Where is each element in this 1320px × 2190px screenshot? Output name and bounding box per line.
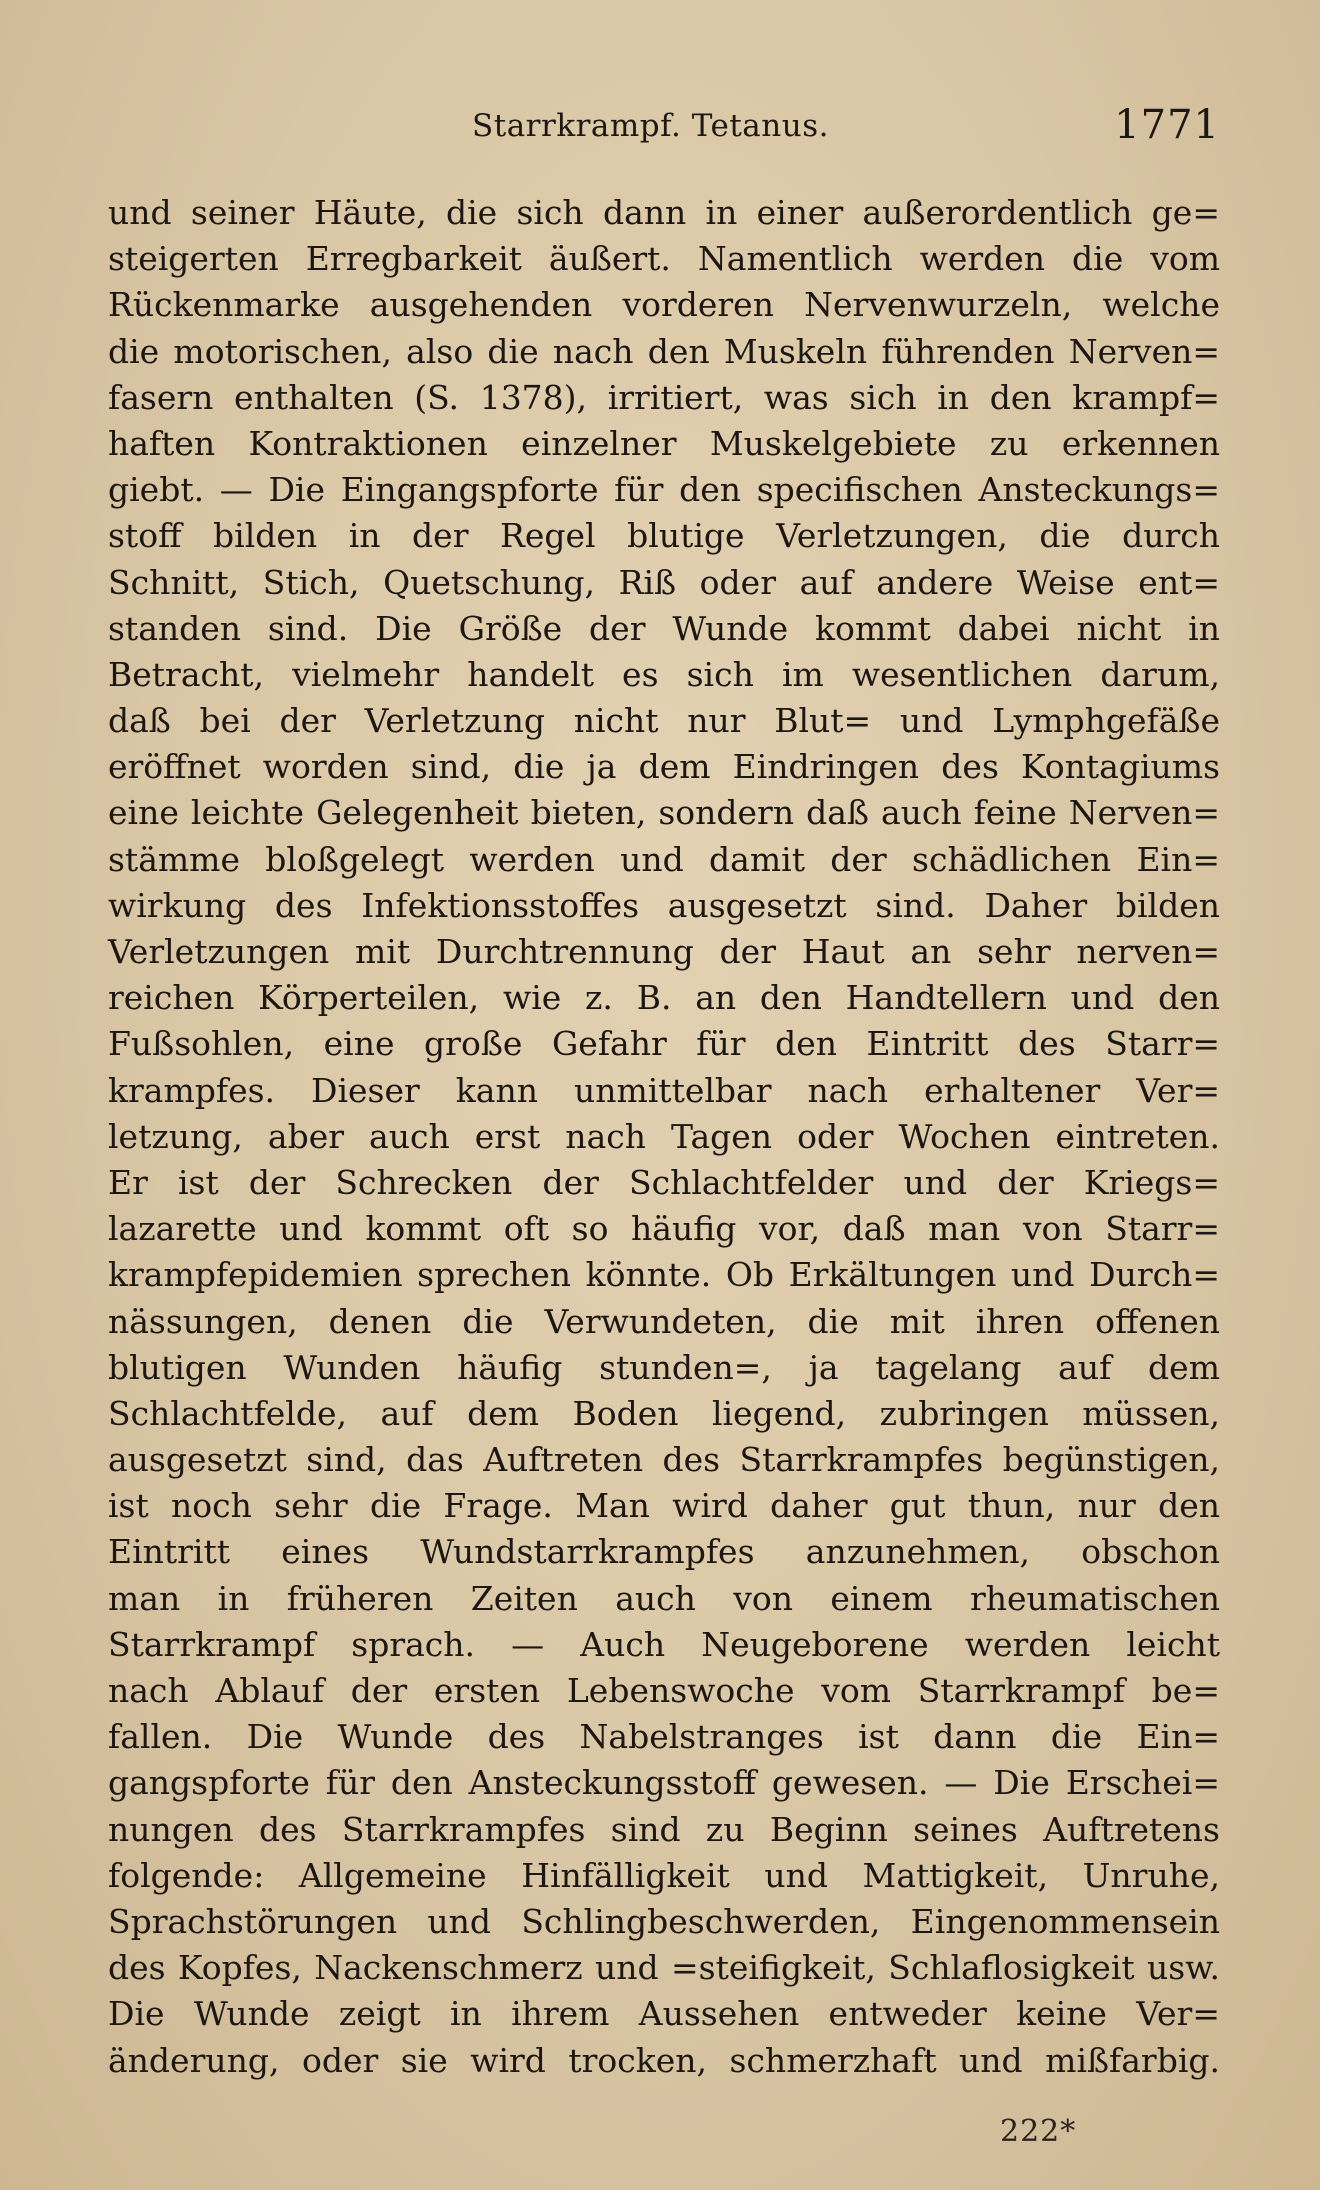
- text-line: Verletzungen mit Durchtrennung der Haut an sehr nerven=: [108, 932, 1220, 971]
- text-line: giebt. — Die Eingangspforte für den specifischen Ansteckungs=: [108, 470, 1220, 510]
- text-line: standen sind. Die Größe der Wunde kommt dabei nicht in: [108, 608, 1220, 648]
- text-line: Rückenmarke ausgehenden vorderen Nervenwurzeln, welche: [108, 285, 1220, 325]
- text-line: Sprachstörungen und Schlingbeschwerden, Eingenommensein: [108, 1901, 1220, 1941]
- text-line: Schlachtfelde, auf dem Boden liegend, zubringen müssen,: [108, 1393, 1220, 1433]
- text-line: man in früheren Zeiten auch von einem rheumatischen: [108, 1578, 1220, 1618]
- text-line: Schnitt, Stich, Quetschung, Riß oder auf andere Weise ent=: [108, 562, 1220, 602]
- text-line: fasern enthalten (S. 1378), irritiert, was sich in den krampf=: [108, 377, 1220, 417]
- text-line: eine leichte Gelegenheit bieten, sondern daß auch feine Nerven=: [108, 793, 1220, 833]
- text-line: nungen des Starrkrampfes sind zu Beginn seines Auftretens: [108, 1809, 1220, 1849]
- page-number: 1771: [1114, 102, 1220, 148]
- text-line: nässungen, denen die Verwundeten, die mit ihren offenen: [108, 1301, 1220, 1341]
- running-title: Starrkrampf. Tetanus.: [472, 108, 829, 144]
- text-line: Betracht, vielmehr handelt es sich im wesentlichen darum,: [108, 654, 1220, 694]
- text-line: ausgesetzt sind, das Auftreten des Starrkrampfes begünstigen,: [108, 1440, 1220, 1480]
- text-line: Eintritt eines Wundstarrkrampfes anzunehmen, obschon: [108, 1532, 1220, 1572]
- text-line: folgende: Allgemeine Hinfälligkeit und Mattigkeit, Unruhe,: [108, 1855, 1220, 1895]
- text-line: des Kopfes, Nackenschmerz und =steifigkeit, Schlaflosigkeit usw.: [108, 1948, 1220, 1988]
- text-line: stämme bloßgelegt werden und damit der schädlichen Ein=: [108, 839, 1220, 879]
- text-line: reichen Körperteilen, wie z. B. an den Handtellern und den: [108, 978, 1220, 1018]
- text-line: die motorischen, also die nach den Muskeln führenden Nerven=: [108, 331, 1220, 371]
- text-line: krampfepidemien sprechen könnte. Ob Erkältungen und Durch=: [108, 1255, 1220, 1295]
- body-text: [108, 190, 1220, 2084]
- text-line: eröffnet worden sind, die ja dem Eindringen des Kontagiums: [108, 747, 1220, 787]
- text-line: nach Ablauf der ersten Lebenswoche vom Starrkrampf be=: [108, 1671, 1220, 1710]
- text-line: letzung, aber auch erst nach Tagen oder Wochen eintreten.: [108, 1116, 1220, 1156]
- text-line: steigerten Erregbarkeit äußert. Namentlich werden die vom: [108, 239, 1220, 279]
- text-line: ist noch sehr die Frage. Man wird daher gut thun, nur den: [108, 1486, 1220, 1526]
- text-line: Fußsohlen, eine große Gefahr für den Eintritt des Starr=: [108, 1024, 1220, 1064]
- text-line: Er ist der Schrecken der Schlachtfelder und der Kriegs=: [108, 1162, 1220, 1202]
- printer-signature: 222*: [1000, 2114, 1077, 2149]
- text-line: daß bei der Verletzung nicht nur Blut= und Lymphgefäße: [108, 701, 1220, 741]
- running-header: [0, 102, 1320, 152]
- text-line: gangspforte für den Ansteckungsstoff gewesen. — Die Erschei=: [108, 1763, 1220, 1803]
- text-line: und seiner Häute, die sich dann in einer außerordentlich ge=: [108, 193, 1220, 232]
- text-line: Die Wunde zeigt in ihrem Aussehen entweder keine Ver=: [108, 1994, 1220, 2034]
- text-line: haften Kontraktionen einzelner Muskelgebiete zu erkennen: [108, 423, 1220, 463]
- text-line: blutigen Wunden häufig stunden=, ja tagelang auf dem: [108, 1347, 1220, 1387]
- text-line: Starrkrampf sprach. — Auch Neugeborene werden leicht: [108, 1624, 1220, 1664]
- text-line: lazarette und kommt oft so häufig vor, daß man von Starr=: [108, 1209, 1220, 1249]
- text-line: krampfes. Dieser kann unmittelbar nach erhaltener Ver=: [108, 1070, 1220, 1110]
- text-line: wirkung des Infektionsstoffes ausgesetzt sind. Daher bilden: [108, 885, 1220, 925]
- text-line: stoff bilden in der Regel blutige Verletzungen, die durch: [108, 516, 1220, 556]
- text-line: änderung, oder sie wird trocken, schmerzhaft und mißfarbig.: [108, 2040, 1220, 2080]
- text-line: fallen. Die Wunde des Nabelstranges ist dann die Ein=: [108, 1717, 1220, 1757]
